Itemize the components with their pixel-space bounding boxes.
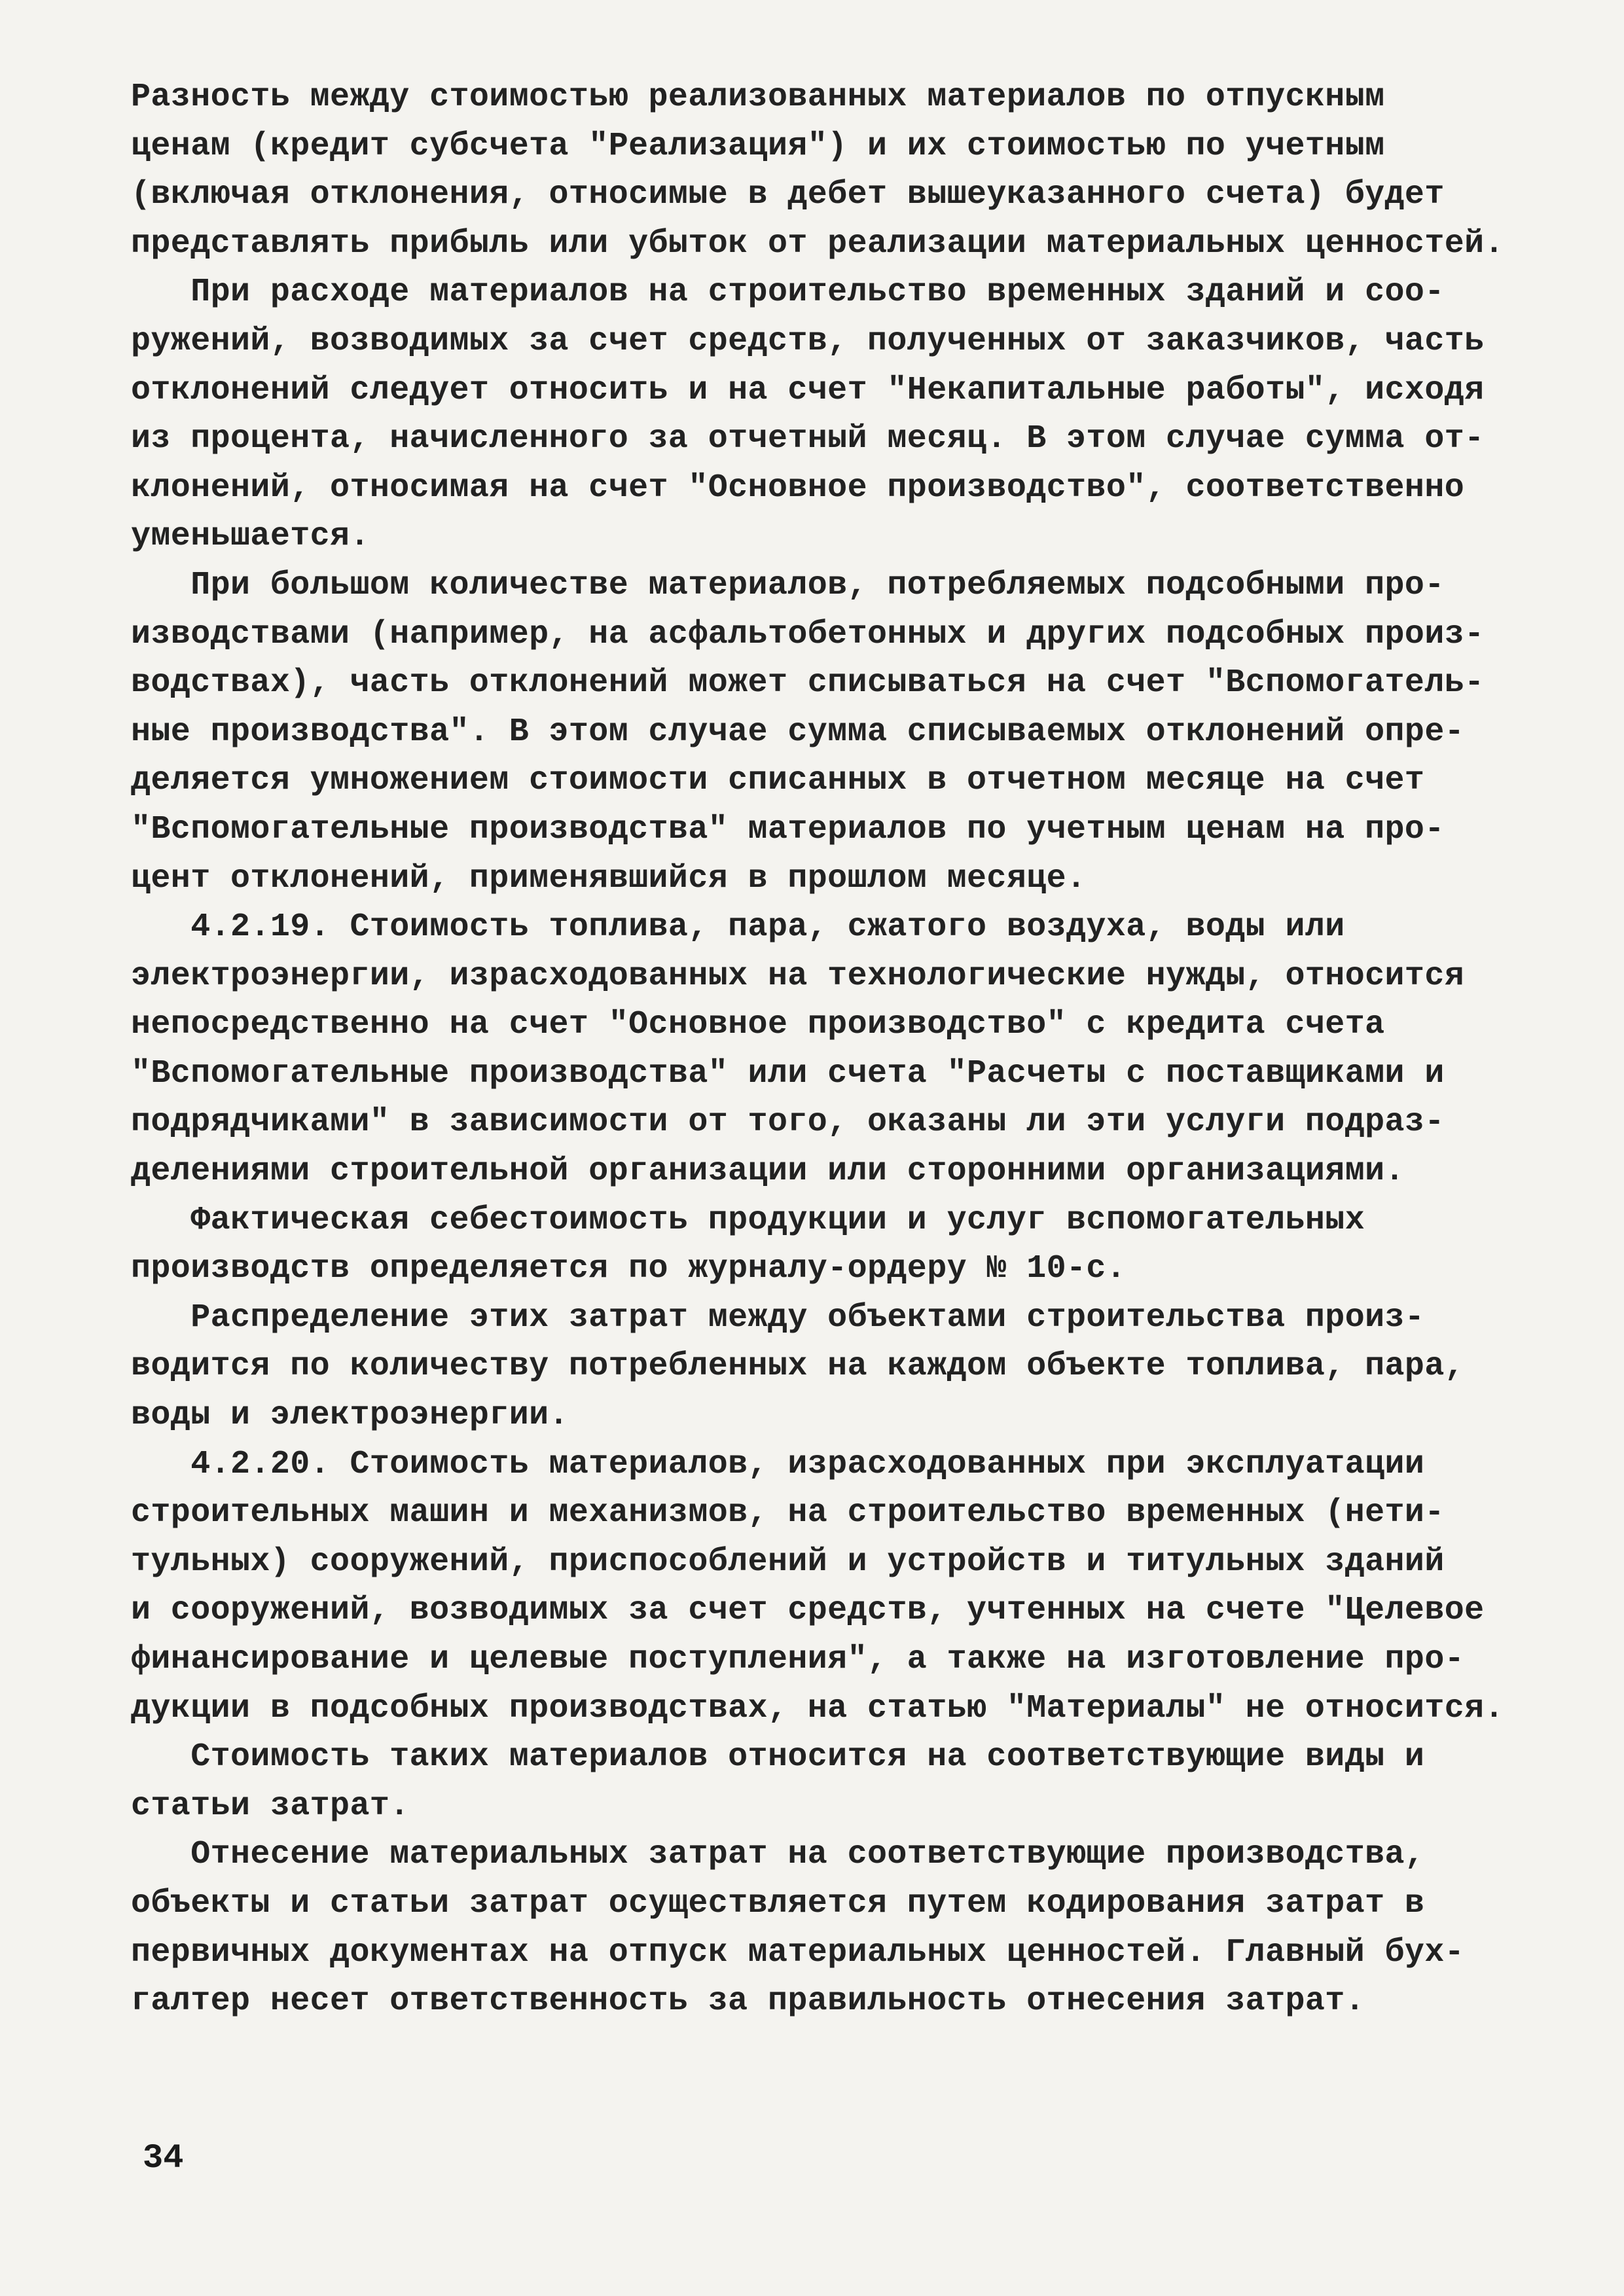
page-number: 34 xyxy=(143,2139,184,2178)
text-line: Стоимость таких материалов относится на соответствующие виды и xyxy=(131,1738,1425,1776)
text-line: ные производства". В этом случае сумма списываемых отклонений опре- xyxy=(131,713,1465,751)
text-line: делениями строительной организации или сторонними организациями. xyxy=(131,1153,1405,1191)
text-line: дукции в подсобных производствах, на статью "Материалы" не относится. xyxy=(131,1689,1504,1727)
text-line: "Вспомогательные производства" или счета "Расчеты с поставщиками и xyxy=(131,1054,1445,1092)
text-line: первичных документах на отпуск материальных ценностей. Главный бух- xyxy=(131,1933,1465,1971)
text-line: тульных) сооружений, приспособлений и устройств и титульных зданий xyxy=(131,1543,1445,1581)
text-line: объекты и статьи затрат осуществляется путем кодирования затрат в xyxy=(131,1884,1425,1922)
text-line: 4.2.19. Стоимость топлива, пара, сжатого воздуха, воды или xyxy=(131,908,1345,946)
text-line: водствах), часть отклонений может списываться на счет "Вспомогатель- xyxy=(131,664,1485,702)
text-line: из процента, начисленного за отчетный месяц. В этом случае сумма от- xyxy=(131,420,1485,458)
text-line: подрядчиками" в зависимости от того, оказаны ли эти услуги подраз- xyxy=(131,1103,1445,1141)
text-line: галтер несет ответственность за правильность отнесения затрат. xyxy=(131,1982,1365,2020)
text-line: водится по количеству потребленных на каждом объекте топлива, пара, xyxy=(131,1348,1465,1386)
text-line: клонений, относимая на счет "Основное производство", соответственно xyxy=(131,469,1465,507)
text-line: представлять прибыль или убыток от реализации материальных ценностей. xyxy=(131,224,1504,262)
text-line: уменьшается. xyxy=(131,518,370,556)
text-line: деляется умножением стоимости списанных в отчетном месяце на счет xyxy=(131,762,1425,800)
text-line: отклонений следует относить и на счет "Некапитальные работы", исходя xyxy=(131,371,1485,409)
text-line: Фактическая себестоимость продукции и услуг вспомогательных xyxy=(131,1201,1365,1239)
text-line: 4.2.20. Стоимость материалов, израсходованных при эксплуатации xyxy=(131,1445,1425,1483)
text-line: ценам (кредит субсчета "Реализация") и их стоимостью по учетным xyxy=(131,127,1385,165)
text-line: Распределение этих затрат между объектами строительства произ- xyxy=(131,1299,1425,1336)
text-line: электроэнергии, израсходованных на технологические нужды, относится xyxy=(131,957,1465,995)
text-line: и сооружений, возводимых за счет средств, учтенных на счете "Целевое xyxy=(131,1592,1485,1630)
text-line: (включая отклонения, относимые в дебет вышеуказанного счета) будет xyxy=(131,176,1445,214)
text-line: строительных машин и механизмов, на строительство временных (нети- xyxy=(131,1494,1445,1532)
text-line: При большом количестве материалов, потребляемых подсобными про- xyxy=(131,566,1445,604)
text-line: производств определяется по журналу-ордеру № 10-с. xyxy=(131,1250,1127,1288)
text-line: цент отклонений, применявшийся в прошлом месяце. xyxy=(131,859,1087,897)
text-line: финансирование и целевые поступления", а также на изготовление про- xyxy=(131,1641,1465,1678)
text-line: статьи затрат. xyxy=(131,1787,410,1825)
text-line: Разность между стоимостью реализованных материалов по отпускным xyxy=(131,79,1385,116)
text-line: ружений, возводимых за счет средств, полученных от заказчиков, часть xyxy=(131,322,1485,360)
body-text xyxy=(131,73,1512,2026)
text-line: При расходе материалов на строительство временных зданий и соо- xyxy=(131,274,1445,312)
text-line: воды и электроэнергии. xyxy=(131,1397,569,1435)
text-line: Отнесение материальных затрат на соответствующие производства, xyxy=(131,1836,1425,1874)
text-line: "Вспомогательные производства" материалов по учетным ценам на про- xyxy=(131,810,1445,848)
text-line: изводствами (например, на асфальтобетонных и других подсобных произ- xyxy=(131,615,1485,653)
text-line: непосредственно на счет "Основное производство" с кредита счета xyxy=(131,1006,1385,1044)
